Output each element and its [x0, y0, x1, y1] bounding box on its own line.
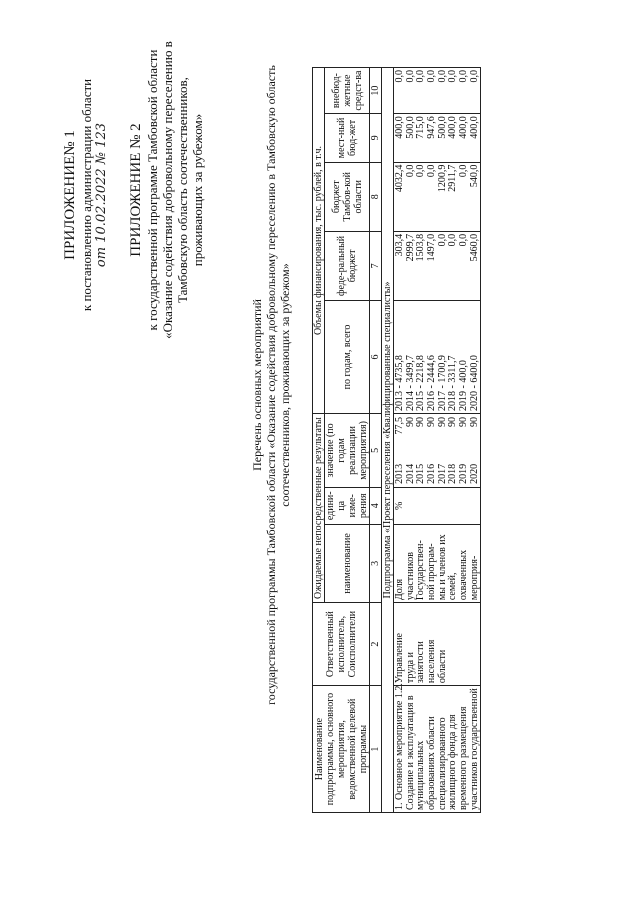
extra-line: 0,0	[458, 70, 470, 83]
regional-line: 4032,4	[394, 164, 405, 193]
year-value-line	[447, 414, 458, 487]
year-value-line	[437, 414, 448, 487]
measure-line: муниципальных	[415, 740, 427, 810]
extra-line: 0,0	[426, 70, 438, 83]
header-funding: Объемы финансирования, тыс. рублей, в т.ч.	[313, 68, 325, 414]
local-line: 715,0	[415, 116, 427, 139]
col-number: 8	[370, 162, 382, 231]
federal-line: 1503,8	[415, 233, 427, 262]
col-number: 7	[370, 231, 382, 300]
header-value: значение (по годам реализации мероприятия)	[325, 414, 370, 488]
extra-line: 0,0	[436, 70, 448, 83]
col-number: 4	[370, 487, 382, 524]
title-line: Перечень основных мероприятий	[250, 299, 264, 471]
federal-line: 2999,7	[404, 233, 416, 262]
col-number: 9	[370, 114, 382, 162]
measure-line: временного размещения	[458, 706, 470, 810]
measure-line: 1. Основное мероприятие 1.2.	[394, 683, 405, 810]
extra-line: 0,0	[404, 70, 416, 83]
value: 90	[447, 417, 459, 428]
regional-line: 0,0	[458, 164, 470, 178]
regional-line: 2911,7	[447, 164, 459, 192]
regional-line: 0,0	[415, 164, 427, 178]
year-value-line	[394, 414, 405, 487]
extra-line: 0,0	[468, 70, 480, 83]
document-title	[250, 25, 292, 745]
regional-line: 0,0	[404, 164, 416, 178]
measure-name-cell	[394, 683, 481, 813]
total-line: 2018 - 3311,7	[447, 355, 459, 412]
measure-line: образованиях области	[426, 716, 438, 810]
regional-line: 0,0	[426, 164, 438, 178]
local-line: 500,0	[436, 116, 448, 139]
year: 2017	[436, 463, 448, 484]
federal-line: 303,4	[394, 233, 405, 257]
value: 90	[404, 417, 416, 428]
extra-line: 0,0	[447, 70, 459, 83]
measure-line: Создание и эксплуатация в	[404, 695, 416, 810]
total-line: 2013 - 4735,8	[394, 355, 405, 412]
federal-line: 0,0	[447, 233, 459, 247]
executor-cell	[394, 603, 481, 686]
appendix-2-block	[128, 15, 205, 365]
federal-line: 0,0	[458, 233, 470, 247]
total-line: 2014 - 3499,7	[404, 355, 416, 412]
executor-line: населения	[426, 639, 438, 684]
subprogram-row	[382, 68, 394, 813]
measure-line: жилищного фонда для	[447, 714, 459, 810]
col-number: 5	[370, 414, 382, 488]
executor-line: труда и	[404, 652, 416, 684]
title-line: соотечественников, проживающих за рубежом»	[278, 263, 292, 507]
header-unit: едини-ца изме-рения	[325, 487, 370, 524]
header-expected-results: Ожидаемые непосредственные результаты	[313, 414, 325, 603]
col-number: 6	[370, 301, 382, 414]
col-number: 3	[370, 524, 382, 602]
year: 2020	[468, 463, 480, 484]
value: 90	[436, 417, 448, 428]
indicator-line: охваченных	[458, 549, 470, 601]
year-value-line	[469, 414, 480, 487]
regional-line: 1200,9	[436, 164, 448, 193]
appendix-2-line: проживающих за рубежом»	[190, 113, 205, 267]
measure-line: специализированного	[436, 717, 448, 810]
year-value-line	[405, 414, 416, 487]
unit-cell: %	[394, 487, 481, 524]
handwritten-date-number: от 10.02.2022 № 123	[94, 122, 109, 268]
executor-line: Управление	[394, 633, 405, 684]
appendix-1-reference: к постановлению администрации области	[79, 78, 94, 312]
indicator-line: ной програм-	[426, 543, 438, 601]
appendix-2-title: ПРИЛОЖЕНИЕ № 2	[128, 123, 144, 257]
local-cell	[394, 114, 481, 162]
indicator-line: Доля	[394, 578, 405, 601]
total-line: 2015 - 2218,8	[415, 355, 427, 412]
year-value-line	[415, 414, 426, 487]
subprogram-title: Подпрограмма «Проект переселения «Квалифицированные специалисты»	[382, 68, 394, 813]
header-extra: внебюд-жетные средст-ва	[325, 68, 370, 114]
indicator-line: мы и членов их	[436, 534, 448, 601]
col-number: 1	[370, 686, 382, 813]
local-line: 400,0	[447, 116, 459, 139]
col-number: 10	[370, 68, 382, 114]
year: 2013	[394, 463, 405, 484]
year: 2018	[447, 463, 459, 484]
extra-cell	[394, 68, 481, 114]
executor-line: занятости	[415, 641, 427, 684]
value: 90	[458, 417, 470, 428]
header-federal: феде-ральный бюджет	[325, 231, 370, 300]
federal-cell	[394, 231, 481, 300]
indicator-line: участников	[404, 552, 416, 601]
year-value-cell	[394, 414, 481, 488]
year: 2016	[426, 463, 438, 484]
local-line: 400,0	[394, 116, 405, 139]
measures-table	[312, 67, 481, 813]
year: 2015	[415, 463, 427, 484]
total-cell	[394, 301, 481, 414]
header-local: мест-ный бюд-жет	[325, 114, 370, 162]
value: 77,5	[394, 417, 405, 435]
appendix-2-line: Тамбовскую область соотечественников,	[175, 77, 190, 303]
regional-line: 540,0	[468, 164, 480, 188]
regional-cell	[394, 162, 481, 231]
local-line: 400,0	[468, 116, 480, 139]
header-regional: бюджет Тамбов-кой области	[325, 162, 370, 231]
total-line: 2019 - 400,0	[458, 360, 470, 412]
federal-line: 0,0	[436, 233, 448, 247]
value: 90	[468, 417, 480, 428]
federal-line: 1497,0	[426, 233, 438, 262]
executor-line: области	[436, 649, 448, 684]
total-line: 2017 - 1700,9	[436, 355, 448, 412]
header-name: Наименование подпрограммы, основного мероприятия, ведомственной целевой программы	[313, 686, 370, 813]
year: 2019	[458, 463, 470, 484]
header-indicator-name: наименование	[325, 524, 370, 602]
year: 2014	[404, 463, 416, 484]
value: 90	[415, 417, 427, 428]
header-executor: Ответственный исполнитель, Соисполнители	[313, 603, 370, 686]
column-numbers-row	[370, 68, 382, 813]
header-total: по годам, всего	[325, 301, 370, 414]
total-line: 2016 - 2444,6	[426, 355, 438, 412]
appendix-2-line: «Оказание содействия добровольному переселению в	[160, 41, 175, 339]
local-line: 500,0	[404, 116, 416, 139]
indicator-line: мероприя-	[468, 555, 480, 601]
local-line: 947,6	[426, 116, 438, 139]
year-value-line	[458, 414, 469, 487]
year-value-line	[426, 414, 437, 487]
indicator-line: Государствен-	[415, 540, 427, 601]
total-line: 2020 - 6400,0	[468, 355, 480, 412]
col-number: 2	[370, 603, 382, 686]
measure-line: участников государственной	[468, 688, 480, 810]
indicator-line: семей,	[447, 572, 459, 601]
measure-row	[394, 68, 481, 813]
value: 90	[426, 417, 438, 428]
local-line: 400,0	[458, 116, 470, 139]
extra-line: 0,0	[394, 70, 405, 83]
appendix-1-block	[62, 30, 109, 360]
indicator-cell	[394, 524, 481, 602]
title-line: государственной программы Тамбовской области «Оказание содействия добровольному переселению в Тамбовскую область	[264, 65, 278, 705]
appendix-1-title: ПРИЛОЖЕНИЕ№ 1	[62, 130, 78, 260]
extra-line: 0,0	[415, 70, 427, 83]
appendix-2-line: к государственной программе Тамбовской области	[145, 49, 160, 331]
federal-line: 5460,0	[468, 233, 480, 262]
